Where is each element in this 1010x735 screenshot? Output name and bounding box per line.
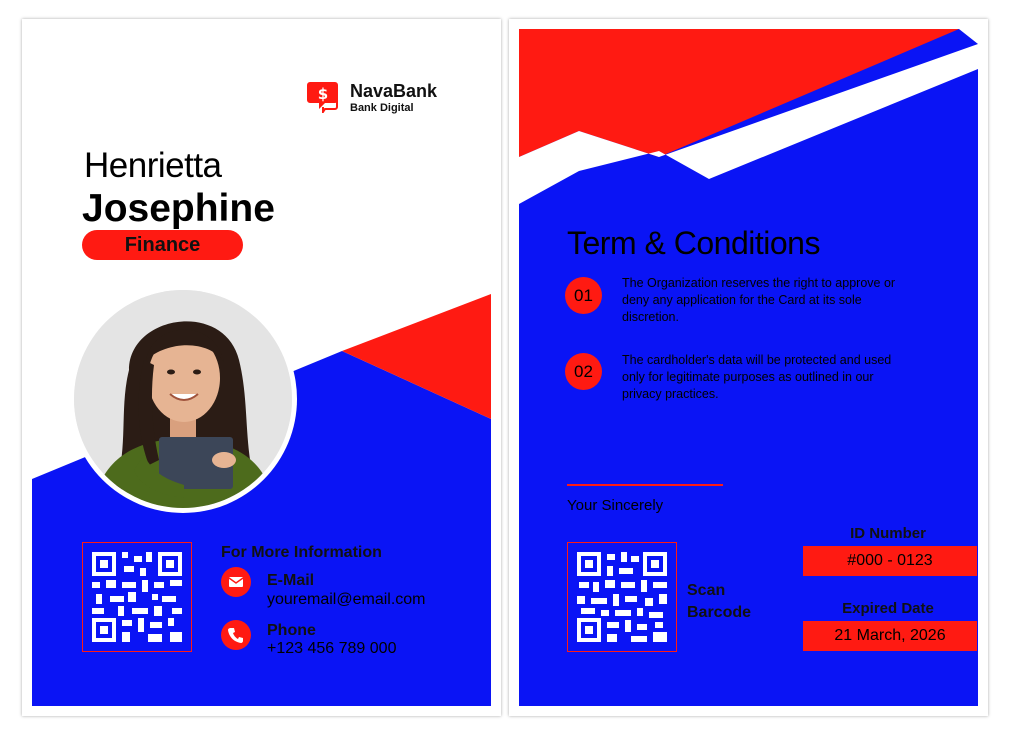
bank-name: NavaBank [350,81,438,101]
svg-text:$: $ [317,85,329,103]
expiry-date-label: Expired Date [842,600,934,617]
term-text-1: The Organization reserves the right to approve or deny any application for the Card at its sole discretion. [622,276,896,324]
last-name: Josephine [82,187,275,230]
id-card-front [22,19,501,716]
mail-icon [221,567,251,597]
profile-photo [74,290,292,508]
email-value[interactable]: youremail@email.com [267,591,426,608]
info-title: For More Information [221,544,382,561]
phone-label: Phone [267,622,316,639]
qr-code-back[interactable] [567,542,677,652]
qr-code-front[interactable] [82,542,192,652]
bank-tagline: Bank Digital [350,102,414,114]
dollar-chat-icon [307,79,341,113]
sincerely-text: Your Sincerely [567,497,664,514]
person-illustration [74,290,292,508]
id-number-value: #000 - 0123 [803,546,977,576]
barcode-icon [577,552,667,642]
term-number-1: 01 [565,277,602,314]
department-badge: Finance [82,230,243,260]
signature-line [567,484,723,486]
email-label: E-Mail [267,572,315,589]
scan-barcode-label: Scan Barcode [687,582,752,621]
qr-code-icon [92,552,182,642]
phone-icon [221,620,251,650]
first-name: Henrietta [84,146,222,185]
id-card-back [509,19,988,716]
expiry-date-value: 21 March, 2026 [803,621,977,651]
phone-value[interactable]: +123 456 789 000 [267,640,397,657]
terms-title: Term & Conditions [567,225,820,261]
term-number-2: 02 [565,353,602,390]
id-number-label: ID Number [850,525,926,542]
profile-photo-frame [69,285,297,513]
term-text-2: The cardholder's data will be protected and used only for legitimate purposes as outlined in our privacy practices. [622,353,892,401]
bank-logo [307,79,477,119]
